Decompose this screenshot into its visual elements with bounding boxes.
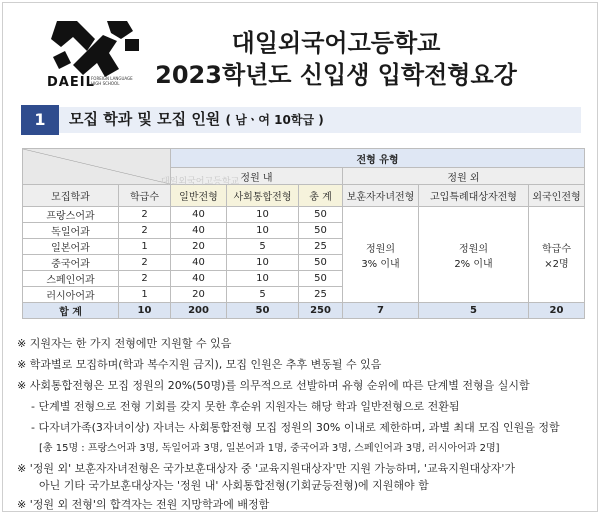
note-subitem: - 단계별 전형으로 전형 기회를 갖지 못한 후순위 지원자는 해당 학과 일반전형으로 전환됨 [31, 400, 460, 413]
table-cell: 50 [299, 255, 343, 271]
table-cell: 스페인어과 [23, 271, 119, 287]
note-continuation: 아닌 기타 국가보훈대상자는 '정원 내' 사회통합전형(기회균등전형)에 지원해야 함 [39, 479, 429, 492]
out-quota-header: 정원 외 [343, 168, 585, 185]
type-header: 전형 유형 [171, 149, 585, 168]
note-item: ※ 지원자는 한 가지 전형에만 지원할 수 있음 [17, 337, 232, 350]
table-cell: 러시아어과 [23, 287, 119, 303]
section-title-text: 모집 학과 및 모집 인원 [69, 110, 221, 128]
table-cell: 20 [171, 287, 227, 303]
foreign-quota-cell [529, 207, 585, 303]
table-cell: 50 [299, 207, 343, 223]
table-cell: 5 [227, 287, 299, 303]
total-cell: 50 [227, 303, 299, 319]
table-cell: 10 [227, 271, 299, 287]
section-number: 1 [21, 105, 59, 135]
note-subitem: [총 15명 : 프랑스어과 3명, 독일어과 3명, 일본어과 1명, 중국어과 3명, 스페인어과 3명, 러시아어과 2명] [39, 443, 500, 454]
logo-name: DAEIL [47, 75, 95, 90]
note-item: ※ '정원 외' 보훈자자녀전형은 국가보훈대상자 중 '교육지원대상자'만 지원 가능하며, '교육지원대상자'가 [17, 462, 515, 475]
watermark-text: 대일외국어고등학교 [161, 177, 240, 187]
col-classes: 학급수 [119, 185, 171, 207]
table-cell: 2 [119, 255, 171, 271]
col-social: 사회통합전형 [227, 185, 299, 207]
veteran-quota-cell [343, 207, 419, 303]
table-corner-cell [23, 149, 171, 185]
table-cell: 독일어과 [23, 223, 119, 239]
col-dept: 모집학과 [23, 185, 119, 207]
table-cell: 50 [299, 271, 343, 287]
total-cell: 10 [119, 303, 171, 319]
col-total: 총 계 [299, 185, 343, 207]
recruitment-table [22, 148, 585, 319]
total-cell: 7 [343, 303, 419, 319]
school-name: 대일외국어고등학교 [231, 29, 441, 57]
table-cell: 2 [119, 223, 171, 239]
special-note-line: 정원의 [459, 243, 488, 255]
table-cell: 2 [119, 271, 171, 287]
table-cell: 일본어과 [23, 239, 119, 255]
col-veteran: 보훈자자녀전형 [343, 185, 419, 207]
document-page [2, 2, 598, 512]
table-cell: 25 [299, 239, 343, 255]
table-cell: 50 [299, 223, 343, 239]
foreign-note-line: 학급수 [542, 243, 571, 255]
special-quota-cell [419, 207, 529, 303]
table-cell: 5 [227, 239, 299, 255]
foreign-note-line: ×2명 [544, 258, 569, 270]
table-cell: 10 [227, 255, 299, 271]
note-item: ※ 학과별로 모집하며(학과 복수지원 금지), 모집 인원은 추후 변동될 수 있음 [17, 358, 382, 371]
col-special: 고입특례대상자전형 [419, 185, 529, 207]
table-cell: 2 [119, 207, 171, 223]
table-cell: 1 [119, 239, 171, 255]
table-cell: 40 [171, 223, 227, 239]
section-title [69, 109, 324, 130]
special-note-line: 2% 이내 [454, 258, 493, 270]
veteran-note-line: 3% 이내 [361, 258, 400, 270]
logo-subtext: FOREIGN LANGUAGE HIGH SCHOOL [91, 76, 133, 86]
table-cell: 40 [171, 207, 227, 223]
note-item: ※ 사회통합전형은 모집 정원의 20%(50명)를 의무적으로 선발하며 유형 순위에 따른 단계별 전형을 실시함 [17, 379, 530, 392]
table-cell: 25 [299, 287, 343, 303]
note-item: ※ '정원 외 전형'의 합격자는 전원 지망학과에 배정함 [17, 498, 270, 511]
in-quota-header: 정원 내 [171, 168, 343, 185]
table-cell: 1 [119, 287, 171, 303]
note-subitem: - 다자녀가족(3자녀이상) 자녀는 사회통합전형 모집 정원의 30% 이내로 제한하며, 과별 최대 모집 인원을 정함 [31, 421, 560, 434]
total-cell: 200 [171, 303, 227, 319]
total-cell: 250 [299, 303, 343, 319]
table-cell: 40 [171, 255, 227, 271]
total-cell: 5 [419, 303, 529, 319]
document-title: 2023학년도 신입생 입학전형요강 [155, 61, 517, 89]
total-cell: 20 [529, 303, 585, 319]
total-label: 합 계 [23, 303, 119, 319]
veteran-note-line: 정원의 [366, 243, 395, 255]
col-foreign: 외국인전형 [529, 185, 585, 207]
section-subtitle: ( 남ㆍ여 10학급 ) [225, 113, 324, 127]
table-cell: 10 [227, 207, 299, 223]
col-general: 일반전형 [171, 185, 227, 207]
table-cell: 20 [171, 239, 227, 255]
table-cell: 40 [171, 271, 227, 287]
table-cell: 중국어과 [23, 255, 119, 271]
table-cell: 10 [227, 223, 299, 239]
table-cell: 프랑스어과 [23, 207, 119, 223]
